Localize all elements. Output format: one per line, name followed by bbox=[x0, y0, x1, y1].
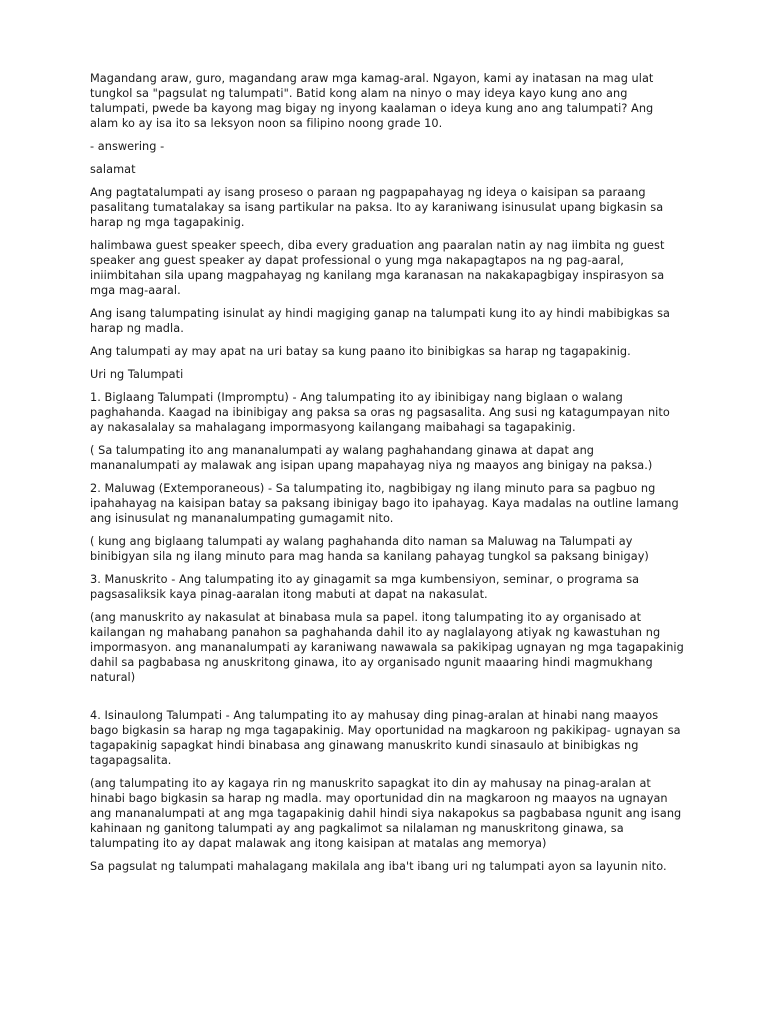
type-manuscript-note: (ang manuskrito ay nakasulat at binabasa mula sa papel. itong talumpating ito ay organisado at kailangan ng mahabang panahon sa paghahanda dahil ito ay naglalayong atiyak ng kawastuhan ng impormasyon. ang mananalumpati ay karaniwang nawawala sa pakikipag ugnayan ng mga tagapakinig dahil sa pagbabasa ng anuskritong ginawa, ito ay organisado ngunit maaaring hindi magmukhang natural) bbox=[90, 611, 684, 684]
type-impromptu-paragraph: 1. Biglaang Talumpati (Impromptu) - Ang talumpating ito ay ibinibigay nang biglaan o walang paghahanda. Kaagad na ibinibigay ang paksa sa oras ng pagsasalita. Ang susi ng katagumpayan nito ay nakasalalay sa mahalagang impormasyong kailangang maibahagi sa tagapakinig. bbox=[90, 391, 670, 434]
example-paragraph: halimbawa guest speaker speech, diba every graduation ang paaralan natin ay nag iimbita ng guest speaker ang guest speaker ay dapat professional o yung mga nakapagtapos na ng pag-aaral, iniimbitahan sila upang magpahayag ng kanilang mga karanasan na nakakapagbigay inspirasyon sa mga mag-aaral. bbox=[90, 239, 665, 297]
closing-paragraph: Sa pagsulat ng talumpati mahalagang makilala ang iba't ibang uri ng talumpati ayon sa layunin nito. bbox=[90, 860, 667, 873]
type-manuscript-paragraph: 3. Manuskrito - Ang talumpating ito ay ginagamit sa mga kumbensiyon, seminar, o programa sa pagsasaliksik kaya pinag-aaralan itong mabuti at dapat na nakasulat. bbox=[90, 573, 640, 601]
delivery-paragraph: Ang isang talumpating isinulat ay hindi magiging ganap na talumpati kung ito ay hindi mabibigkas sa harap ng madla. bbox=[90, 307, 670, 335]
type-extemporaneous-note: ( kung ang biglaang talumpati ay walang paghahanda dito naman sa Maluwag na Talumpati ay binibigyan sila ng ilang minuto para mag handa sa kanilang pahayag tungkol sa paksang binigay) bbox=[90, 535, 649, 563]
type-impromptu-note: ( Sa talumpating ito ang mananalumpati ay walang paghahandang ginawa at dapat ang mananalumpati ay malawak ang isipan upang mapahayag niya ng maayos ang binigay na paksa.) bbox=[90, 444, 653, 472]
intro-paragraph: Magandang araw, guro, magandang araw mga kamag-aral. Ngayon, kami ay inatasan na mag ulat tungkol sa "pagsulat ng talumpati". Batid kong alam na ninyo o may ideya kayo kung ano ang talumpati, pwede ba kayong mag bigay ng inyong kaalaman o ideya kung ano ang talumpati? Ang alam ko ay isa ito sa leksyon noon sa filipino noong grade 10. bbox=[90, 72, 654, 130]
types-intro-paragraph: Ang talumpati ay may apat na uri batay sa kung paano ito binibigkas sa harap ng tagapakinig. bbox=[90, 345, 631, 358]
definition-paragraph: Ang pagtatalumpati ay isang proseso o paraan ng pagpapahayag ng ideya o kaisipan sa paraang pasalitang tumatalakay sa isang partikular na paksa. Ito ay karaniwang isinusulat upang bigkasin sa harap ng mga tagapakinig. bbox=[90, 186, 664, 229]
types-heading: Uri ng Talumpati bbox=[90, 368, 184, 381]
type-extemporaneous-paragraph: 2. Maluwag (Extemporaneous) - Sa talumpating ito, nagbibigay ng ilang minuto para sa pagbuo ng ipahahayag na kaisipan batay sa paksang ibinigay bago ito ipahayag. Kaya madalas na outline lamang ang isinusulat ng mananalumpating gumagamit nito. bbox=[90, 482, 679, 525]
answering-note: - answering - bbox=[90, 140, 165, 153]
document-page bbox=[90, 71, 685, 882]
thanks-note: salamat bbox=[90, 163, 136, 176]
type-memorized-paragraph: 4. Isinaulong Talumpati - Ang talumpating ito ay mahusay ding pinag-aralan at hinabi nang maayos bago bigkasin sa harap ng mga tagapakinig. May oportunidad na magkaroon ng pakikipag- ugnayan sa tagapakinig sapagkat hindi binabasa ang ginawang manuskrito kundi sinasaulo at binibigkas ng tagapagsalita. bbox=[90, 709, 681, 767]
type-memorized-note: (ang talumpating ito ay kagaya rin ng manuskrito sapagkat ito din ay mahusay na pinag-aralan at hinabi bago bigkasin sa harap ng madla. may oportunidad din na magkaroon ng maayos na ugnayan ang mananalumpati at ang mga tagapakinig dahil hindi siya nakapokus sa pagbabasa ngunit ang isang kahinaan ng ganitong talumpati ay ang pagkalimot sa nilalaman ng manuskritong ginawa, sa talumpating ito ay dapat malawak ang itong kaisipan at matalas ang memorya) bbox=[90, 777, 682, 850]
